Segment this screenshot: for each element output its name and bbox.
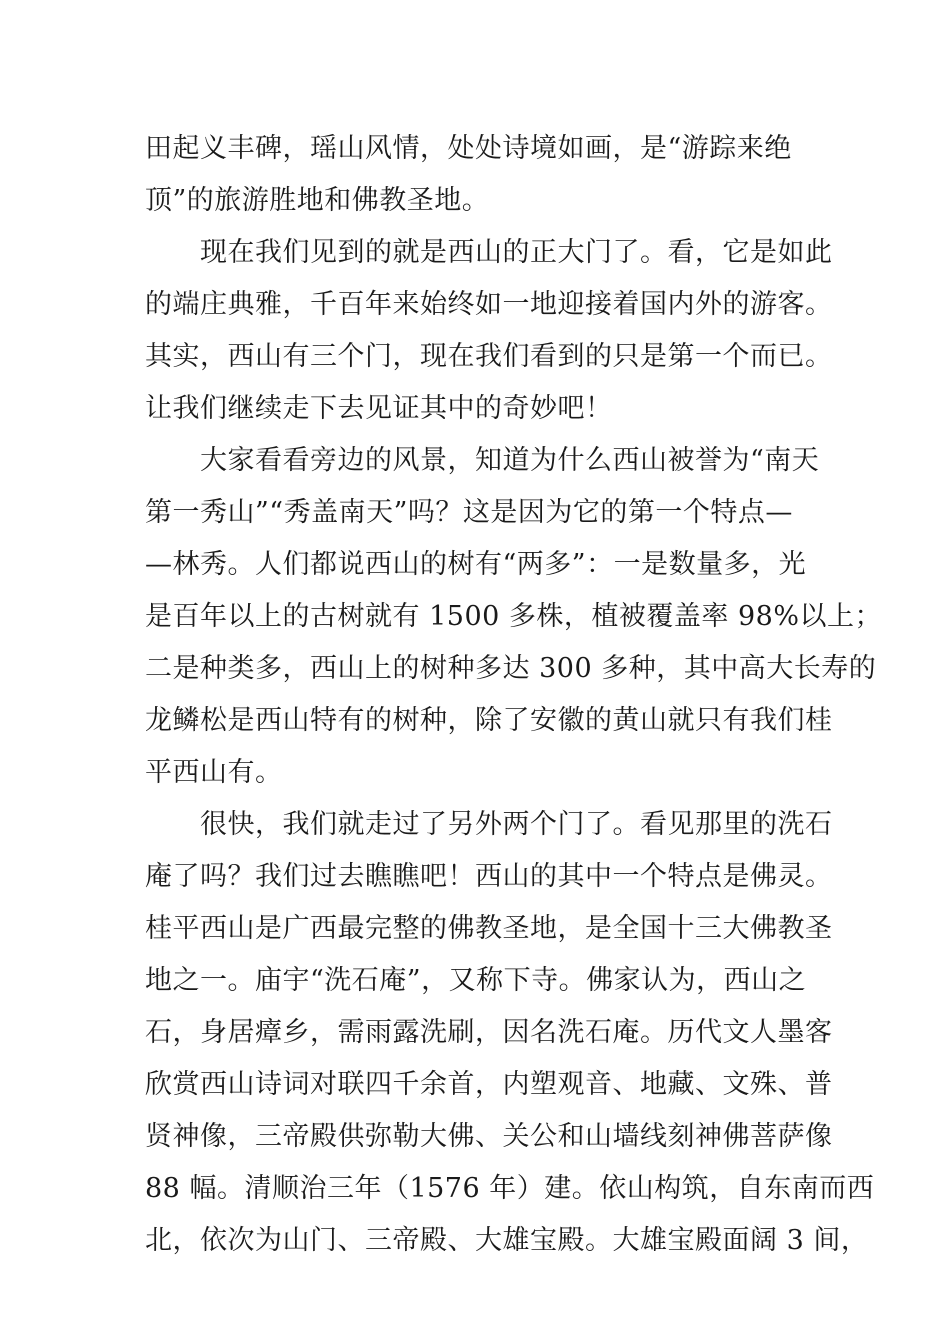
text-line: 石，身居瘴乡，需雨露洗刷，因名洗石庵。历代文人墨客 (145, 1017, 833, 1048)
text-line: 顶”的旅游胜地和佛教圣地。 (145, 185, 490, 216)
text-line: 地之一。庙宇“洗石庵”，又称下寺。佛家认为，西山之 (145, 965, 807, 996)
text-line: 北，依次为山门、三帝殿、大雄宝殿。大雄宝殿面阔 3 间， (145, 1225, 869, 1256)
paragraph-start-line: 现在我们见到的就是西山的正大门了。看，它是如此 (200, 237, 833, 268)
text-line: 第一秀山”“秀盖南天”吗？这是因为它的第一个特点— (145, 497, 793, 528)
text-line: 的端庄典雅，千百年来始终如一地迎接着国内外的游客。 (145, 289, 833, 320)
paragraph-start-line: 大家看看旁边的风景，知道为什么西山被誉为“南天 (200, 445, 820, 476)
text-line: 88 幅。清顺治三年（1576 年）建。依山构筑，自东南而西 (145, 1173, 875, 1204)
text-line: 二是种类多，西山上的树种多达 300 多种，其中高大长寿的 (145, 653, 877, 684)
text-line: 龙鳞松是西山特有的树种，除了安徽的黄山就只有我们桂 (145, 705, 833, 736)
text-line: 庵了吗？我们过去瞧瞧吧！西山的其中一个特点是佛灵。 (145, 861, 833, 892)
text-line: 桂平西山是广西最完整的佛教圣地，是全国十三大佛教圣 (145, 913, 833, 944)
text-line: 其实，西山有三个门，现在我们看到的只是第一个而已。 (145, 341, 833, 372)
text-line: 田起义丰碑，瑶山风情，处处诗境如画，是“游踪来绝 (145, 133, 792, 164)
text-line: 是百年以上的古树就有 1500 多株，植被覆盖率 98%以上； (145, 601, 882, 632)
text-line: 贤神像，三帝殿供弥勒大佛、关公和山墙线刻神佛菩萨像 (145, 1121, 833, 1152)
text-line: 让我们继续走下去见证其中的奇妙吧！ (145, 393, 613, 424)
text-line: —林秀。人们都说西山的树有“两多”：一是数量多，光 (145, 549, 807, 580)
paragraph-start-line: 很快，我们就走过了另外两个门了。看见那里的洗石 (200, 809, 833, 840)
text-line: 欣赏西山诗词对联四千余首，内塑观音、地藏、文殊、普 (145, 1069, 833, 1100)
text-line: 平西山有。 (145, 757, 283, 788)
